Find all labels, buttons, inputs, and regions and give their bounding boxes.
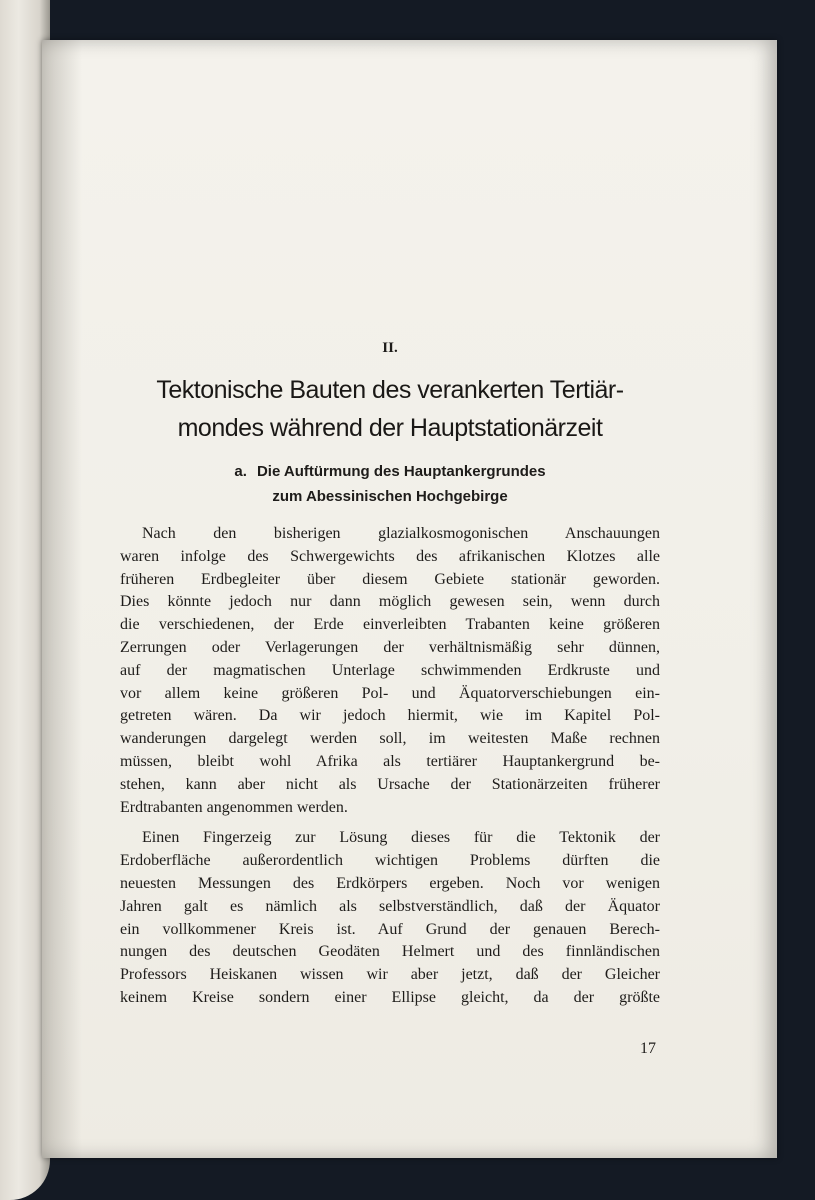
page-gutter-shadow [42,40,82,1158]
text-line: Professors Heiskanen wissen wir aber jetzt, daß der Gleicher [120,966,660,984]
section-heading-line: zum Abessinischen Hochgebirge [272,488,508,505]
text-line: vor allem keine größeren Pol- und Äquatorverschiebungen ein- [120,684,660,702]
chapter-title [90,371,690,447]
text-line: Zerrungen oder Verlagerungen der verhältnismäßig sehr dünnen, [120,638,660,656]
section-heading-line [120,459,660,484]
text-line: Dies könnte jedoch nur dann möglich gewesen sein, wenn durch [120,593,660,611]
text-line: früheren Erdbegleiter über diesem Gebiete stationär geworden. [120,570,660,588]
paragraph-2 [120,827,660,1009]
text-line: Erdtrabanten angenommen werden. [120,798,348,816]
text-line: Jahren galt es nämlich als selbstverständlich, daß der Äquator [120,897,660,915]
page-content [120,340,660,1018]
text-line: auf der magmatischen Unterlage schwimmenden Erdkruste und [120,661,660,679]
section-heading [120,459,660,509]
text-line: ein vollkommener Kreis ist. Auf Grund der genauen Berech- [120,920,660,938]
text-line: Einen Fingerzeig zur Lösung dieses für die Tektonik der [142,829,660,847]
chapter-title-line: mondes während der Hauptstationärzeit [177,414,603,442]
section-heading-text: Die Auftürmung des Hauptankergrundes [256,463,546,480]
paragraph-1 [120,523,660,819]
text-line: getreten wären. Da wir jedoch hiermit, wie im Kapitel Pol- [120,707,660,725]
page-number: 17 [640,1040,656,1057]
text-line: müssen, bleibt wohl Afrika als tertiärer Hauptankergrund be- [120,752,660,770]
text-line: wanderungen dargelegt werden soll, im weitesten Maße rechnen [120,730,660,748]
book-page [42,40,777,1158]
chapter-numeral: II. [382,340,398,356]
text-line: stehen, kann aber nicht als Ursache der Stationärzeiten früherer [120,775,660,793]
text-line: neuesten Messungen des Erdkörpers ergeben. Noch vor wenigen [120,874,660,892]
text-line: waren infolge des Schwergewichts des afrikanischen Klotzes alle [120,547,660,565]
text-line: Erdoberfläche außerordentlich wichtigen Problems dürften die [120,852,660,870]
text-line: Nach den bisherigen glazialkosmogonischen Anschauungen [142,525,660,542]
chapter-title-line: Tektonische Bauten des verankerten Tertiär- [156,376,624,404]
text-line: keinem Kreise sondern einer Ellipse gleicht, da der größte [120,988,660,1006]
text-line: die verschiedenen, der Erde einverleibten Trabanten keine größeren [120,616,660,634]
text-line: nungen des deutschen Geodäten Helmert und des finnländischen [120,943,660,961]
section-letter: a. [234,463,247,480]
